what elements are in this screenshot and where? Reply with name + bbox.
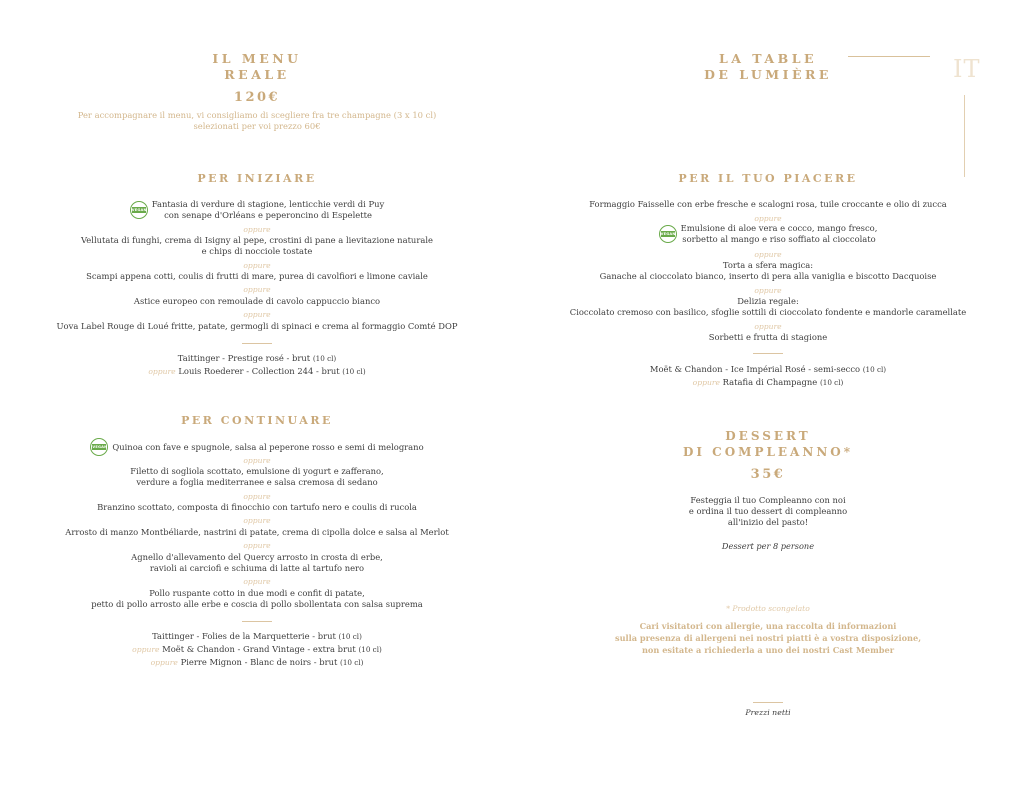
table-de-lumiere-title: LA TABLE DE LUMIÈRE (704, 51, 832, 82)
vegan-icon: VEGAN (90, 438, 108, 456)
dessert-price: 35€ (750, 467, 786, 482)
dish-agnello: Agnello d'allevamento del Quercy arrosto in crosta di erbe, ravioli ai carciofi e schiuma di latte al tartufo nero (131, 552, 383, 573)
vertical-rule (964, 95, 965, 177)
divider (753, 702, 783, 703)
dish-pollo: Pollo ruspante cotto in due modi e confit di patate, petto di pollo arrosto alle erbe e coscia di pollo sbollentata con salsa suprema (91, 588, 423, 609)
oppure-label: oppure (243, 577, 271, 586)
dish-branzino: Branzino scottato, composta di finocchio con tartufo nero e coulis di rucola (97, 502, 417, 512)
dessert-compleanno-title: DESSERT DI COMPLEANNO* (682, 429, 854, 459)
oppure-label: oppure (243, 310, 271, 319)
vegan-icon: VEGAN (130, 201, 148, 219)
menu-reale-price: 120€ (233, 90, 281, 105)
dessert-description: Festeggia il tuo Compleanno con noi e ordina il tuo dessert di compleanno all'inizio del pasto! (688, 495, 848, 527)
oppure-label: oppure (754, 286, 782, 295)
oppure-label: oppure (754, 214, 782, 223)
oppure-label: oppure (243, 456, 271, 465)
dish-sogliola: Filetto di sogliola scottato, emulsione di yogurt e zafferano, verdure a foglia mediterranee e salsa cremosa di sedano (130, 466, 384, 487)
wine-pairing-piacere: Moët & Chandon - Ice Impérial Rosé - semi-secco (10 cl) oppure Ratafia di Champagne (10 cl) (649, 364, 887, 387)
dish-uova: Uova Label Rouge di Loué fritte, patate, germogli di spinaci e crema al formaggio Comté DOP (56, 321, 458, 331)
oppure-label: oppure (243, 541, 271, 550)
dish-torta-sfera: Torta a sfera magica: Ganache al cioccolato bianco, inserto di pera alla vaniglia e biscotto Dacquoise (599, 260, 937, 281)
dish-arrosto-manzo: Arrosto di manzo Montbéliarde, nastrini di patate, crema di cipolla dolce e salsa al Merlot (65, 527, 449, 537)
oppure-label: oppure (243, 516, 271, 525)
divider (753, 353, 783, 354)
wine-pairing-iniziare: Taittinger - Prestige rosé - brut (10 cl) oppure Louis Roederer - Collection 244 - brut (10 cl) (148, 353, 366, 376)
section-per-iniziare: PER INIZIARE (197, 172, 317, 185)
dish-scampi: Scampi appena cotti, coulis di frutti di mare, purea di cavolfiori e limone caviale (86, 271, 428, 281)
menu-reale-title: IL MENU REALE (212, 51, 302, 82)
footnote: * Prodotto scongelato (726, 604, 810, 613)
oppure-label: oppure (754, 250, 782, 259)
dish-delizia-regale: Delizia regale: Cioccolato cremoso con basilico, sfoglie sottili di cioccolato fondente e mandorle caramellate (569, 296, 967, 317)
dish-faisselle: Formaggio Faisselle con erbe fresche e scalogni rosa, tuile croccante e olio di zucca (589, 199, 947, 209)
dessert-persons: Dessert per 8 persone (721, 541, 815, 551)
divider (242, 343, 272, 344)
divider (242, 621, 272, 622)
dish-astice: Astice europeo con remoulade di cavolo cappuccio bianco (133, 296, 381, 306)
allergy-notice: Cari visitatori con allergie, una raccolta di informazioni sulla presenza di allergeni nei nostri piatti è a vostra disposizione, non esitate a richiederla a uno dei nostri Cast Member (614, 621, 922, 655)
champagne-note: Per accompagnare il menu, vi consigliamo di scegliere fra tre champagne (3 x 10 cl) selezionati per voi prezzo 60€ (77, 110, 437, 131)
section-per-il-tuo-piacere: PER IL TUO PIACERE (678, 172, 858, 185)
vegan-icon: VEGAN (659, 225, 677, 243)
wine-pairing-continuare: Taittinger - Folies de la Marquetterie - brut (10 cl) oppure Moët & Chandon - Grand Vintage - extra brut (10 cl) oppure Pierre Mignon - Blanc de noirs - brut (10 cl) (132, 631, 382, 667)
language-indicator: IT (953, 55, 981, 83)
oppure-label: oppure (243, 261, 271, 270)
dish-quinoa: VEGAN Quinoa con fave e spugnole, salsa al peperone rosso e semi di melograno (47, 438, 467, 456)
oppure-label: oppure (754, 322, 782, 331)
dish-aloe-vera: VEGAN Emulsione di aloe vera e cocco, mango fresco, sorbetto al mango e riso soffiato al cioccolato (660, 223, 878, 244)
dish-fantasia-verdure: VEGAN Fantasia di verdure di stagione, lenticchie verdi di Puy con senape d'Orléans e peperoncino di Espelette (131, 199, 385, 220)
dish-vellutata-funghi: Vellutata di funghi, crema di Isigny al pepe, crostini di pane a lievitazione naturale e chips di nocciole tostate (81, 235, 433, 256)
oppure-label: oppure (243, 492, 271, 501)
dish-sorbetti: Sorbetti e frutta di stagione (708, 332, 828, 342)
section-per-continuare: PER CONTINUARE (181, 414, 333, 427)
prezzi-netti: Prezzi netti (745, 708, 791, 717)
oppure-label: oppure (243, 285, 271, 294)
oppure-label: oppure (243, 225, 271, 234)
